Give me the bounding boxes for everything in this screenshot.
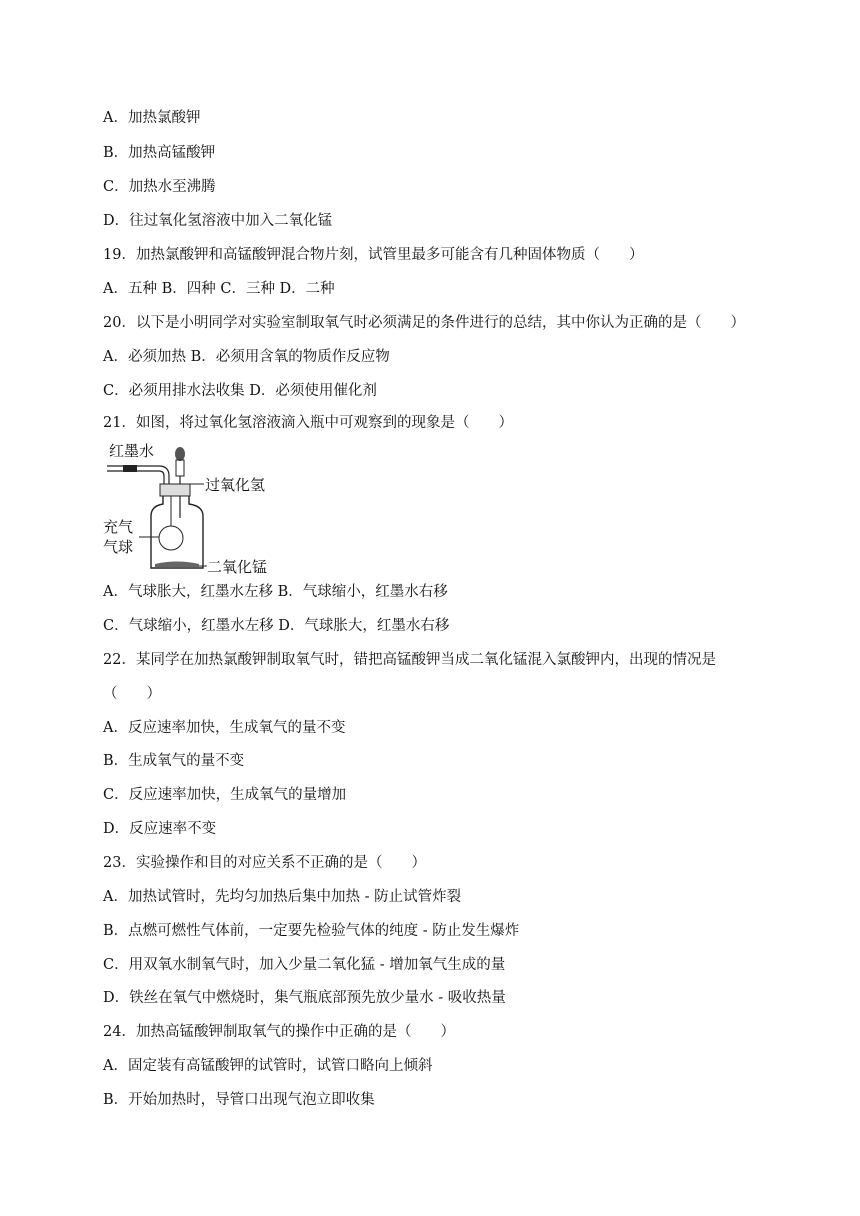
label-h2o2: 过氧化氢 xyxy=(205,476,266,494)
line-b-kmno4: B．加热高锰酸钾 xyxy=(103,145,216,161)
label-balloon-line1: 充气 xyxy=(103,518,134,536)
q22-option-d: D．反应速率不变 xyxy=(103,821,217,837)
question-22-paren: （ ） xyxy=(103,686,161,702)
q22-option-b: B．生成氧气的量不变 xyxy=(103,753,245,769)
question-19: 19．加热氯酸钾和高锰酸钾混合物片刻，试管里最多可能含有几种固体物质（ ） xyxy=(103,247,644,263)
question-24: 24．加热高锰酸钾制取氧气的操作中正确的是（ ） xyxy=(103,1024,455,1040)
question-21: 21．如图，将过氧化氢溶液滴入瓶中可观察到的现象是（ ） xyxy=(103,415,513,431)
q19-options: A．五种 B．四种 C．三种 D．二种 xyxy=(103,281,335,297)
question-22: 22．某同学在加热氯酸钾制取氧气时，错把高锰酸钾当成二氧化锰混入氯酸钾内，出现的情况是 xyxy=(103,652,716,668)
q21-options-cd: C．气球缩小，红墨水左移 D．气球胀大，红墨水右移 xyxy=(103,618,450,634)
q21-options-ab: A．气球胀大，红墨水左移 B．气球缩小，红墨水右移 xyxy=(103,584,448,600)
question-23: 23．实验操作和目的对应关系不正确的是（ ） xyxy=(103,855,426,871)
q22-option-c: C．反应速率加快，生成氧气的量增加 xyxy=(103,787,347,803)
label-red-ink: 红墨水 xyxy=(109,442,155,460)
line-c-water: C．加热水至沸腾 xyxy=(103,179,216,195)
q23-option-a: A．加热试管时，先均匀加热后集中加热 - 防止试管炸裂 xyxy=(103,889,462,905)
apparatus-figure xyxy=(103,440,275,576)
question-20: 20．以下是小明同学对实验室制取氧气时必须满足的条件进行的总结，其中你认为正确的是（ ） xyxy=(103,315,745,331)
label-mno2: 二氧化锰 xyxy=(207,558,268,576)
q22-option-a: A．反应速率加快，生成氧气的量不变 xyxy=(103,720,346,736)
q24-option-b: B．开始加热时，导管口出现气泡立即收集 xyxy=(103,1092,375,1108)
line-d-h2o2: D．往过氧化氢溶液中加入二氧化锰 xyxy=(103,213,333,229)
line-a-kclo3: A．加热氯酸钾 xyxy=(103,110,201,126)
q24-option-a: A．固定装有高锰酸钾的试管时，试管口略向上倾斜 xyxy=(103,1058,433,1074)
q23-option-c: C．用双氧水制氧气时，加入少量二氧化猛 - 增加氧气生成的量 xyxy=(103,957,506,973)
label-balloon-line2: 气球 xyxy=(103,538,134,556)
q23-option-d: D．铁丝在氧气中燃烧时，集气瓶底部预先放少量水 - 吸收热量 xyxy=(103,990,506,1006)
q23-option-b: B．点燃可燃性气体前，一定要先检验气体的纯度 - 防止发生爆炸 xyxy=(103,923,520,939)
q20-options-cd: C．必须用排水法收集 D．必须使用催化剂 xyxy=(103,383,377,399)
q20-options-ab: A．必须加热 B．必须用含氧的物质作反应物 xyxy=(103,349,390,365)
